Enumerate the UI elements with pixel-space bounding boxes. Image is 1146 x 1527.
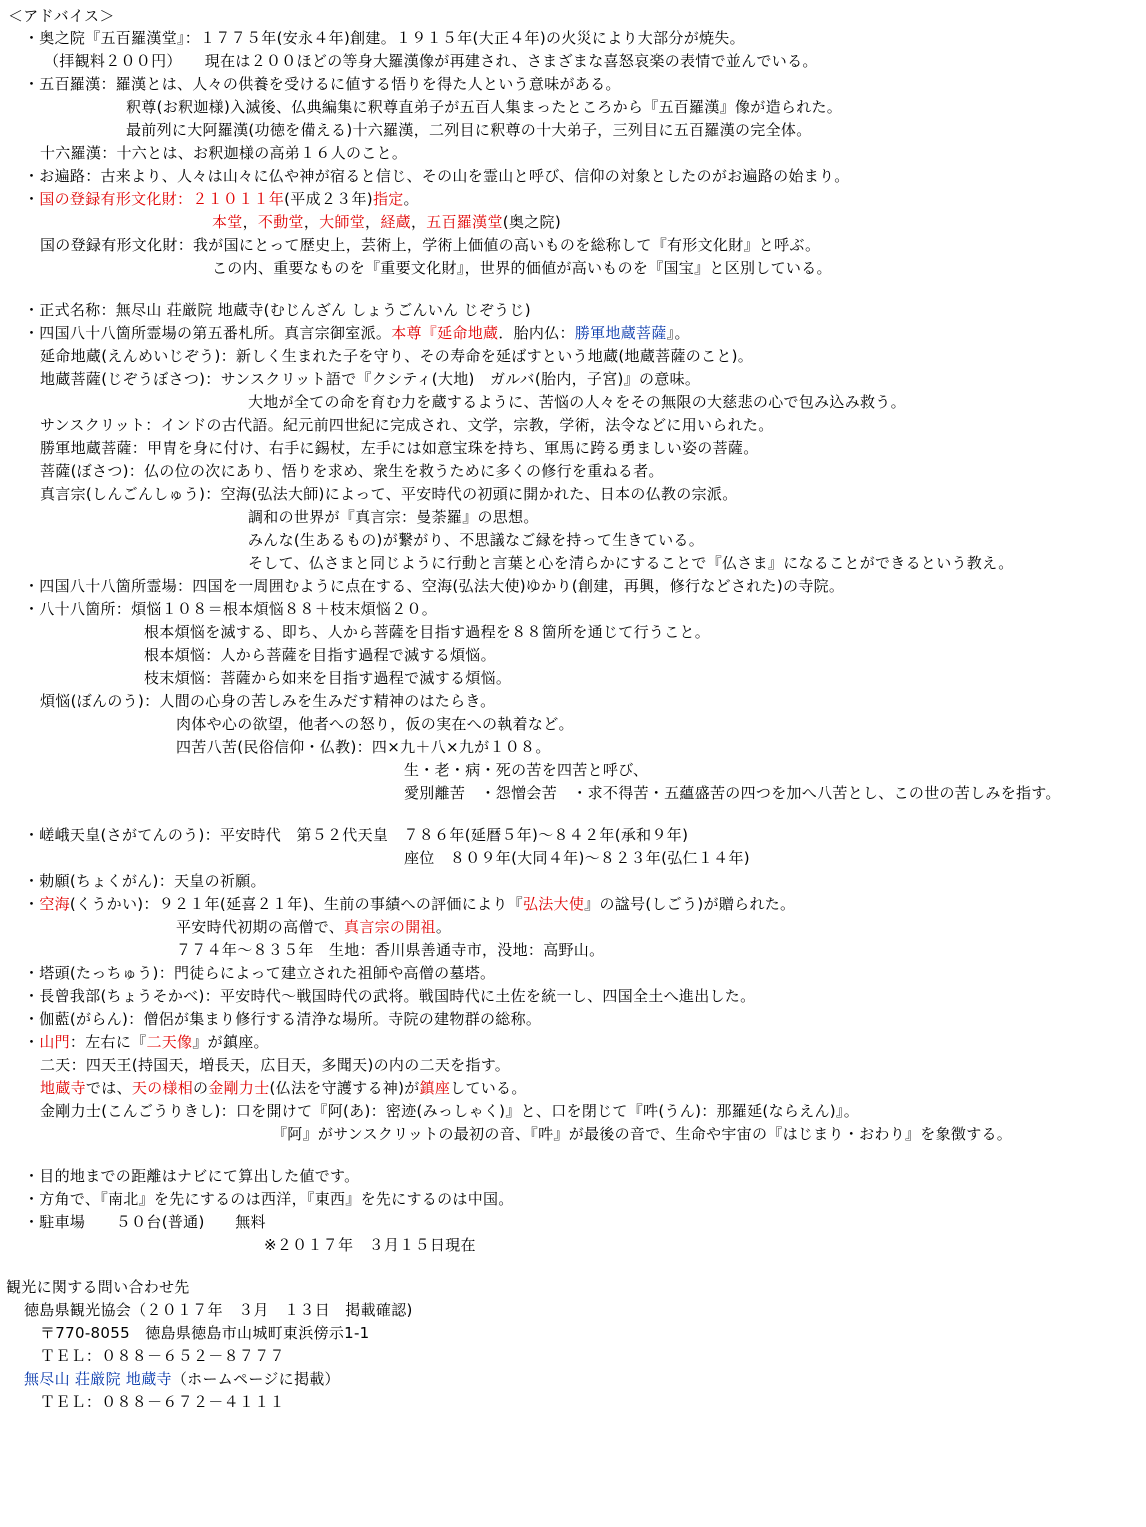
text-segment: ・嵯峨天皇(さがてんのう)：平安時代 第５２代天皇 ７８６年(延暦５年)～８４２年(承和９年) <box>24 826 689 844</box>
text-segment: 釈尊(お釈迦様)入滅後、仏典編集に釈尊直弟子が五百人集まったところから『五百羅漢』像が造られた。 <box>126 98 843 116</box>
text-line-53 <box>24 1300 413 1320</box>
text-segment: 愛別離苦 ・怨憎会苦 ・求不得苦・五蘊盛苦の四つを加へ八苦とし、この世の苦しみを指す。 <box>404 784 1061 802</box>
text-segment: ：左右に『 <box>69 1033 147 1051</box>
text-segment: の <box>193 1079 209 1097</box>
text-line-57 <box>40 1392 285 1412</box>
text-line-32 <box>404 760 648 780</box>
text-line-24 <box>24 576 844 596</box>
text-line-17 <box>40 415 774 435</box>
text-line-22 <box>248 530 704 550</box>
text-line-25 <box>24 599 437 619</box>
text-segment: 勝軍地蔵菩薩 <box>574 324 667 342</box>
text-segment: ・駐車場 ５０台(普通) 無料 <box>24 1213 266 1231</box>
text-segment: サンスクリット：インドの古代語。紀元前四世紀に完成され、文学，宗教，学術，法令などに用いられた。 <box>40 416 774 434</box>
text-segment: 不動堂 <box>257 213 304 231</box>
text-segment: 鎮座 <box>419 1079 451 1097</box>
text-line-14 <box>40 346 753 366</box>
text-segment: ， <box>242 213 258 231</box>
text-segment: 大師堂 <box>319 213 366 231</box>
text-segment: ・四国八十八箇所霊場の第五番札所。真言宗御室派。 <box>24 324 392 342</box>
text-segment: ※２０１７年 ３月１５日現在 <box>264 1236 476 1254</box>
text-segment: ， <box>303 213 320 231</box>
text-line-36 <box>24 871 266 891</box>
text-segment: 国の登録有形文化財：２１０１１年 <box>39 190 285 208</box>
text-line-42 <box>24 1009 541 1029</box>
text-segment: 十六羅漢：十六とは、お釈迦様の高弟１６人のこと。 <box>40 144 408 162</box>
text-segment: （ホームページに掲載） <box>171 1370 340 1388</box>
text-line-18 <box>40 438 759 458</box>
text-segment: 真言宗の開祖 <box>344 918 436 936</box>
text-segment: ・四国八十八箇所霊場：四国を一周囲むように点在する、空海(弘法大使)ゆかり(創建，再興，修行などされた)の寺院。 <box>24 577 845 595</box>
text-line-44 <box>40 1055 510 1075</box>
text-segment: そして、仏さまと同じように行動と言葉と心を清らかにすることで『仏さま』になることができるという教え。 <box>248 554 1014 572</box>
text-line-16 <box>248 392 906 412</box>
text-segment: (くうかい)：９２１年(延喜２１年)、生前の事績への評価により『 <box>69 895 523 913</box>
text-segment: ・八十八箇所：煩悩１０８＝根本煩悩８８＋枝末煩悩２０。 <box>24 600 438 618</box>
text-segment: 『阿』がサンスクリットの最初の音、『吽』が最後の音で、生命や宇宙の『はじまり・おわり』を象徴する。 <box>272 1125 1013 1143</box>
text-segment: ＴＥＬ：０８８－６７２－４１１１ <box>40 1393 285 1411</box>
text-segment: 金剛力士(こんごうりきし)：口を開けて『阿(あ)：密迹(みっしゃく)』と、口を閉じて『吽(うん)：那羅延(ならえん)』。 <box>40 1102 860 1120</box>
text-segment: ・ <box>24 895 40 913</box>
text-segment: ・勅願(ちょくがん)：天皇の祈願。 <box>24 872 266 890</box>
text-segment: 』が鎮座。 <box>192 1033 269 1051</box>
text-segment: 二天：四天王(持国天，増長天，広目天，多聞天)の内の二天を指す。 <box>40 1056 511 1074</box>
text-line-50 <box>24 1212 266 1232</box>
text-segment: みんな(生あるもの)が繋がり、不思議なご縁を持って生きている。 <box>248 531 705 549</box>
text-segment: ・伽藍(がらん)：僧侶が集まり修行する清浄な場所。寺院の建物群の総称。 <box>24 1010 542 1028</box>
text-line-48 <box>24 1166 359 1186</box>
text-line-45 <box>40 1078 527 1098</box>
text-line-37 <box>24 894 795 914</box>
text-line-28 <box>144 668 511 688</box>
text-segment: 』の諡号(しごう)が贈られた。 <box>584 895 796 913</box>
text-line-9 <box>212 212 561 232</box>
text-segment: ・方角で、『南北』を先にするのは西洋，『東西』を先にするのは中国。 <box>24 1190 514 1208</box>
text-segment: ・目的地までの距離はナビにて算出した値です。 <box>24 1167 360 1185</box>
text-segment: 』。 <box>666 324 690 342</box>
text-line-43 <box>24 1032 269 1052</box>
text-line-31 <box>176 737 551 757</box>
text-line-5 <box>126 120 812 140</box>
text-segment: 調和の世界が『真言宗：曼荼羅』の思想。 <box>248 508 539 526</box>
text-line-39 <box>176 940 604 960</box>
text-segment: ・ <box>24 190 40 208</box>
text-segment: ・長曾我部(ちょうそかべ)：平安時代～戦国時代の武将。戦国時代に土佐を統一し、四国全土へ進出した。 <box>24 987 756 1005</box>
text-segment: 煩悩(ぼんのう)：人間の心身の苦しみを生みだす精神のはたらき。 <box>40 692 496 710</box>
text-segment: している。 <box>450 1079 527 1097</box>
text-line-30 <box>176 714 574 734</box>
text-segment: 座位 ８０９年(大同４年)～８２３年(弘仁１４年) <box>404 849 750 867</box>
text-line-4 <box>126 97 842 117</box>
text-line-11 <box>212 258 832 278</box>
text-line-34 <box>24 825 688 845</box>
text-line-0 <box>8 6 115 26</box>
text-segment: 真言宗(しんごんしゅう)：空海(弘法大師)によって、平安時代の初頭に開かれた、日本の仏教の宗派。 <box>40 485 738 503</box>
text-line-10 <box>40 235 820 255</box>
text-segment: 延命地蔵(えんめいじぞう)：新しく生まれた子を守り、その寿命を延ばすという地蔵(地蔵菩薩のこと)。 <box>40 347 754 365</box>
text-segment: 根本煩悩を滅する、即ち、人から菩薩を目指す過程を８８箇所を通じて行うこと。 <box>144 623 711 641</box>
text-segment: 本堂 <box>212 213 243 231</box>
text-segment: 四苦八苦(民俗信仰・仏教)：四×九＋八×九が１０８。 <box>176 738 551 756</box>
text-segment: 指定 <box>372 190 404 208</box>
text-line-40 <box>24 963 495 983</box>
text-segment: 本尊『延命地蔵 <box>391 324 499 342</box>
text-segment: ， <box>365 213 381 231</box>
text-segment: 徳島県観光協会（２０１７年 ３月 １３日 掲載確認) <box>24 1301 413 1319</box>
text-segment: ＴＥＬ：０８８－６５２－８７７７ <box>40 1347 285 1365</box>
text-line-51 <box>264 1235 476 1255</box>
text-line-47 <box>272 1124 1012 1144</box>
text-line-46 <box>40 1101 859 1121</box>
text-segment: 根本煩悩：人から菩薩を目指す過程で滅する煩悩。 <box>144 646 496 664</box>
text-segment: 菩薩(ぼさつ)：仏の位の次にあり、悟りを求め、衆生を救うために多くの修行を重ねる者。 <box>40 462 664 480</box>
text-segment: ・ <box>24 1033 40 1051</box>
text-segment: 。 <box>403 190 419 208</box>
text-line-54 <box>40 1323 370 1343</box>
text-segment: 天の様相 <box>131 1079 194 1097</box>
text-segment: （拝観料２００円） 現在は２００ほどの等身大羅漢像が再建され、さまざまな喜怒哀楽の表情で並んでいる。 <box>44 52 818 70</box>
text-segment: 勝軍地蔵菩薩：甲冑を身に付け、右手に錫杖，左手には如意宝珠を持ち、軍馬に跨る勇ましい姿の菩薩。 <box>40 439 759 457</box>
text-segment: 地蔵菩薩(じぞうぼさつ)：サンスクリット語で『クシティ(大地) ガルバ(胎内，子宮)』の意味。 <box>40 370 701 388</box>
text-segment: ・正式名称：無尽山 荘厳院 地蔵寺(むじんざん しょうごんいん じぞうじ) <box>24 301 531 319</box>
text-segment: 経蔵 <box>380 213 411 231</box>
text-line-3 <box>24 74 621 94</box>
text-segment: ・塔頭(たっちゅう)：門徒らによって建立された祖師や高僧の墓塔。 <box>24 964 496 982</box>
text-segment: 国の登録有形文化財：我が国にとって歴史上，芸術上，学術上価値の高いものを総称して『有形文化財』と呼ぶ。 <box>40 236 821 254</box>
text-segment: 五百羅漢堂 <box>426 213 503 231</box>
text-line-38 <box>176 917 451 937</box>
text-segment: 無尽山 荘厳院 地蔵寺 <box>24 1370 172 1388</box>
text-line-23 <box>248 553 1014 573</box>
text-line-52 <box>6 1277 190 1297</box>
text-segment: 最前列に大阿羅漢(功徳を備える)十六羅漢，二列目に釈尊の十大弟子，三列目に五百羅漢の完全体。 <box>126 121 812 139</box>
text-segment: ， <box>410 213 427 231</box>
text-line-35 <box>404 848 750 868</box>
text-line-2 <box>44 51 818 71</box>
text-segment: (平成２３年) <box>284 190 373 208</box>
text-segment: 金剛力士 <box>208 1079 270 1097</box>
text-segment: (奥之院) <box>502 213 562 231</box>
text-segment: 〒770-8055 徳島県徳島市山城町東浜傍示1-1 <box>40 1324 370 1342</box>
text-segment: 大地が全ての命を育む力を蔵するように、苦悩の人々をその無限の大慈悲の心で包み込み救う。 <box>248 393 906 411</box>
text-segment: 二天像 <box>146 1033 193 1051</box>
text-segment: 肉体や心の欲望，他者への怒り，仮の実在への執着など。 <box>176 715 574 733</box>
text-line-49 <box>24 1189 514 1209</box>
text-line-41 <box>24 986 755 1006</box>
text-segment: 枝末煩悩：菩薩から如来を目指す過程で滅する煩悩。 <box>144 669 512 687</box>
text-line-26 <box>144 622 710 642</box>
text-segment: 。 <box>435 918 452 936</box>
text-segment: ．胎内仏： <box>498 324 575 342</box>
text-segment: では、 <box>85 1079 132 1097</box>
text-segment: 観光に関する問い合わせ先 <box>6 1278 190 1296</box>
text-segment: ＜アドバイス＞ <box>8 7 115 25</box>
text-segment: ・五百羅漢：羅漢とは、人々の供養を受けるに値する悟りを得た人という意味がある。 <box>24 75 621 93</box>
text-line-12 <box>24 300 531 320</box>
text-line-20 <box>40 484 738 504</box>
text-segment: 地蔵寺 <box>40 1079 86 1097</box>
text-segment: 山門 <box>39 1033 70 1051</box>
text-line-21 <box>248 507 539 527</box>
text-segment: 生・老・病・死の苦を四苦と呼び、 <box>404 761 649 779</box>
text-line-6 <box>40 143 407 163</box>
text-segment: 平安時代初期の高僧で、 <box>176 918 345 936</box>
text-line-15 <box>40 369 700 389</box>
text-line-7 <box>24 166 850 186</box>
text-segment: 空海 <box>39 895 70 913</box>
text-segment: ７７４年～８３５年 生地：香川県善通寺市，没地：高野山。 <box>176 941 605 959</box>
text-line-1 <box>24 28 745 48</box>
text-line-13 <box>24 323 690 343</box>
text-line-8 <box>24 189 419 209</box>
text-line-56 <box>24 1369 340 1389</box>
text-line-55 <box>40 1346 285 1366</box>
text-segment: ・奥之院『五百羅漢堂』：１７７５年(安永４年)創建。１９１５年(大正４年)の火災により大部分が焼失。 <box>24 29 745 47</box>
text-line-33 <box>404 783 1061 803</box>
text-line-29 <box>40 691 495 711</box>
text-line-19 <box>40 461 664 481</box>
text-segment: ・お遍路：古来より、人々は山々に仏や神が宿ると信じ、その山を霊山と呼び、信仰の対象としたのがお遍路の始まり。 <box>24 167 850 185</box>
text-segment: (仏法を守護する神)が <box>269 1079 420 1097</box>
text-line-27 <box>144 645 496 665</box>
text-segment: 弘法大使 <box>522 895 585 913</box>
text-segment: この内、重要なものを『重要文化財』，世界的価値が高いものを『国宝』と区別している。 <box>212 259 832 277</box>
